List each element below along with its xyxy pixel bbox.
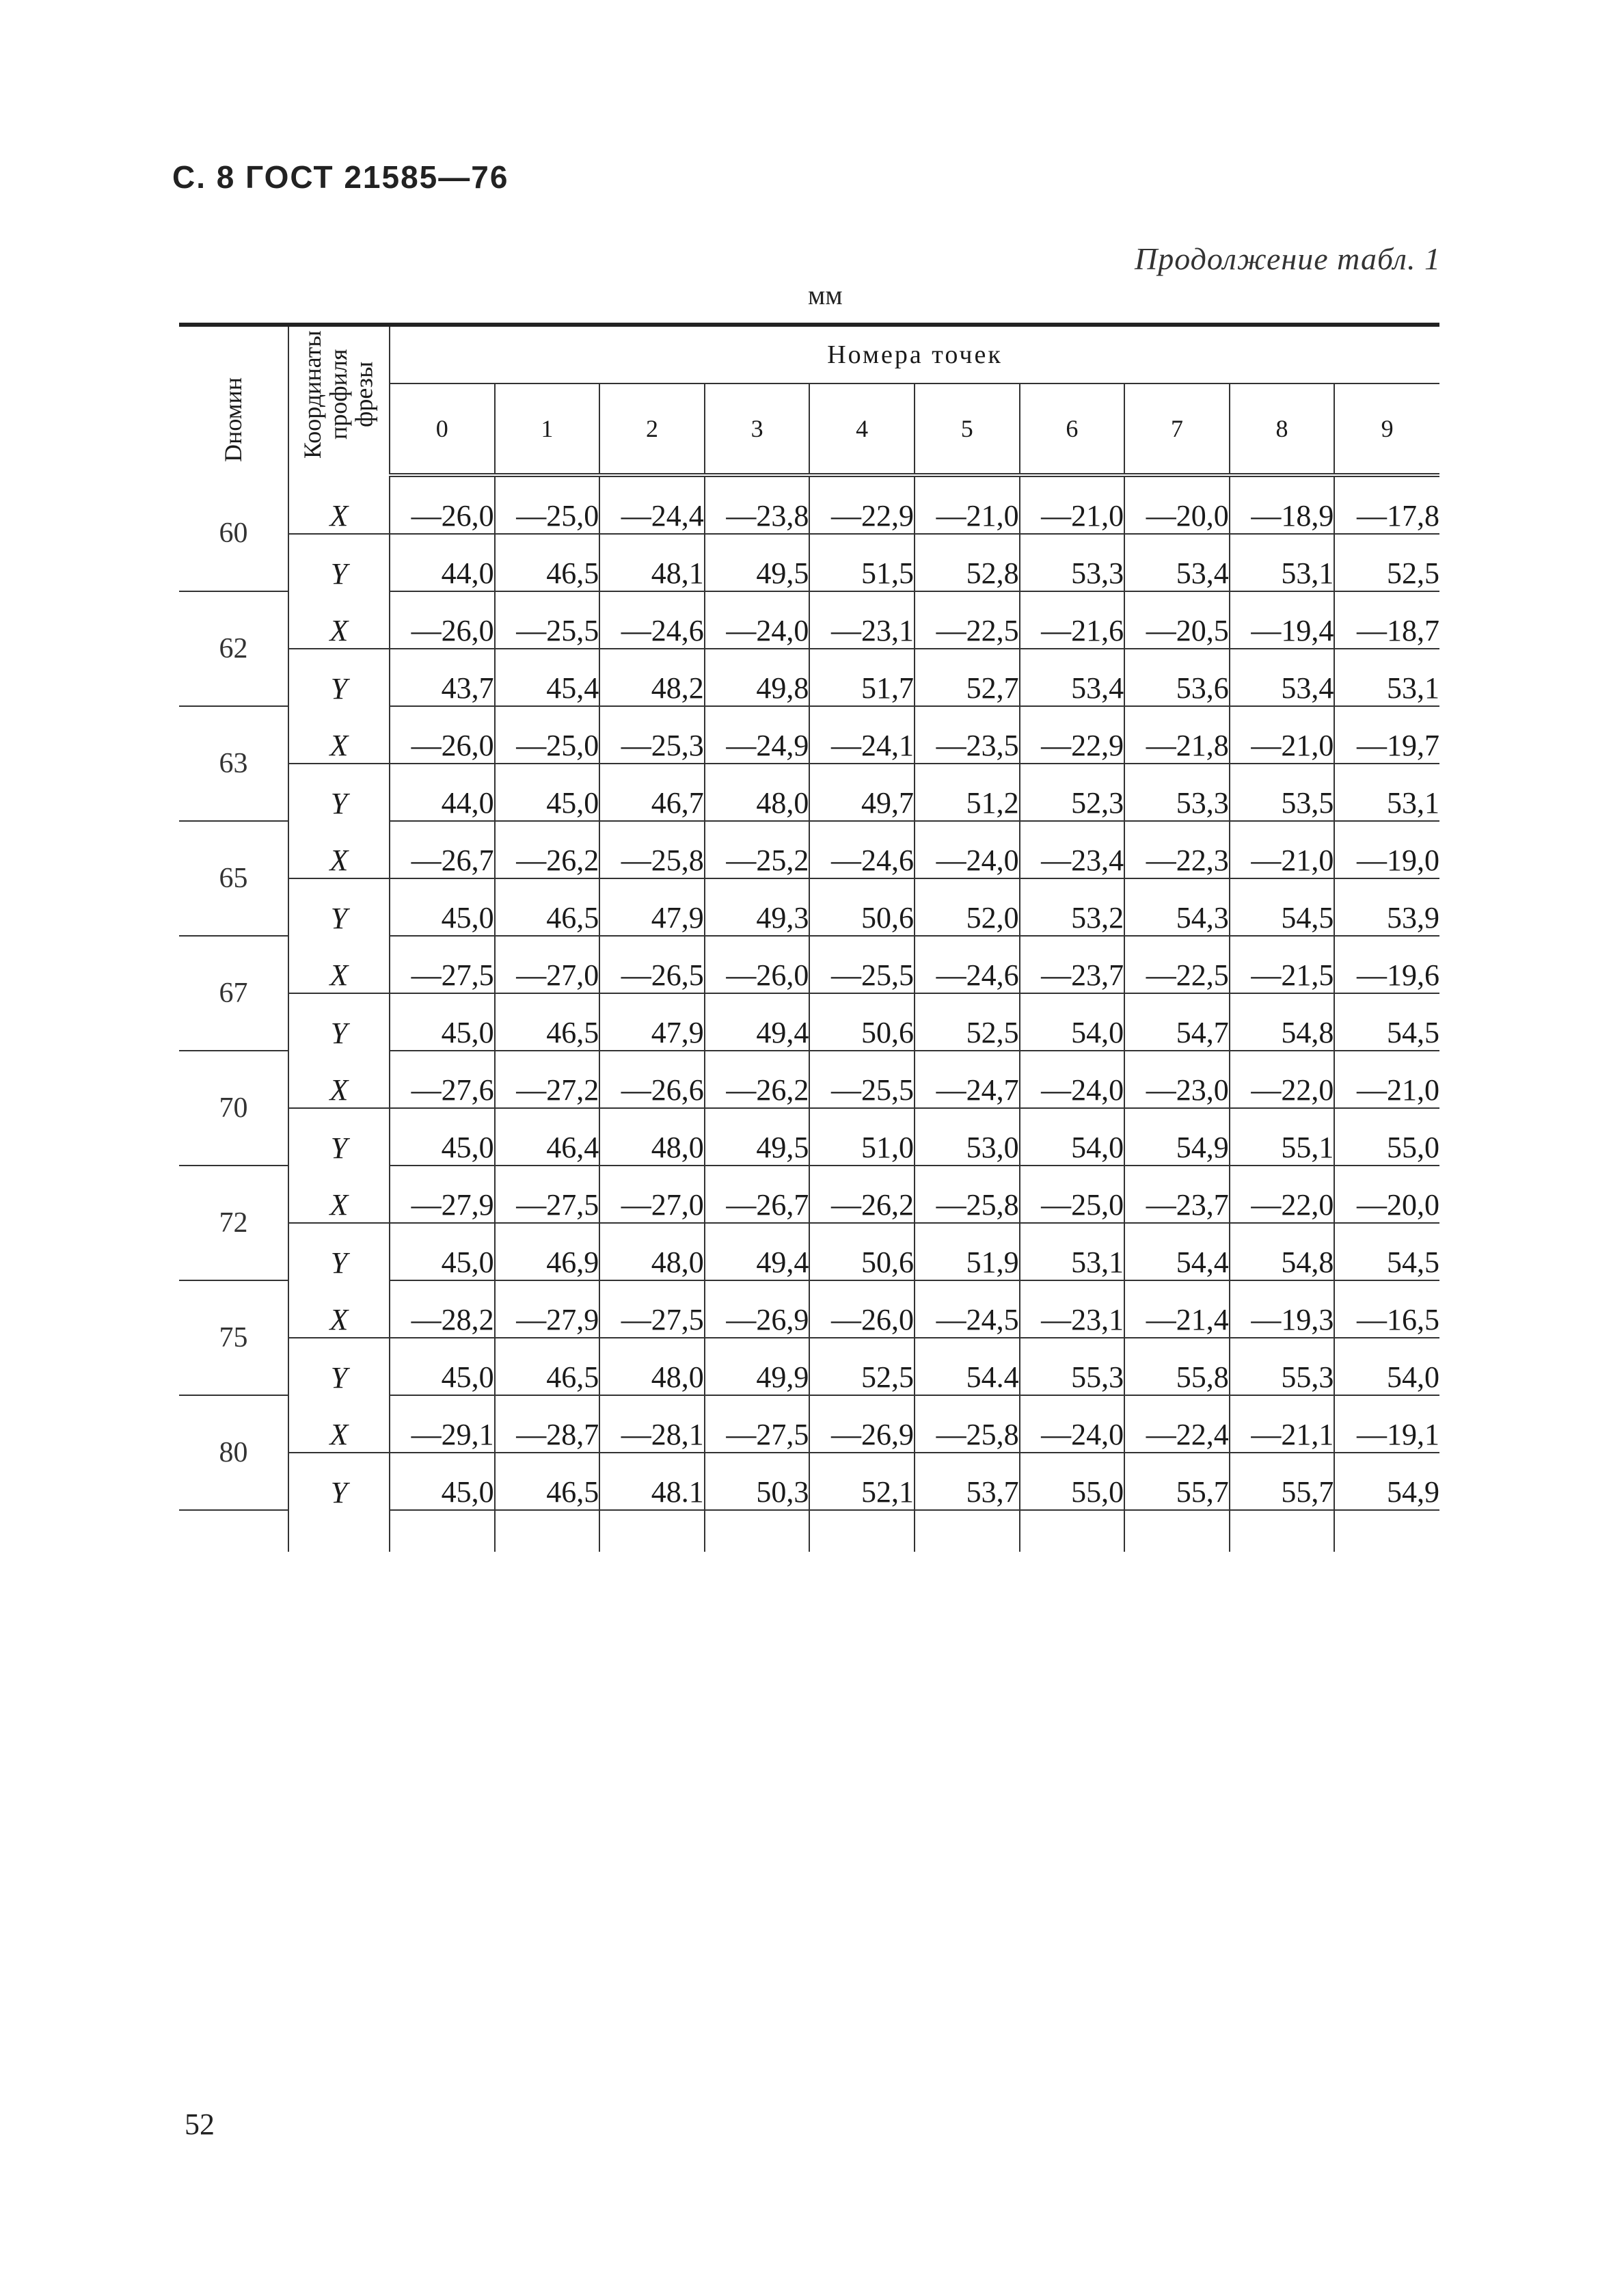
tail-cell bbox=[288, 1510, 390, 1552]
y-value-cell: 46,7 bbox=[599, 764, 705, 821]
y-value-cell: 50,6 bbox=[809, 993, 915, 1051]
table-row-y bbox=[179, 649, 1439, 706]
y-value-cell: 53,1 bbox=[1230, 534, 1335, 591]
y-value-cell: 52,5 bbox=[1334, 534, 1439, 591]
x-value-cell: —25,3 bbox=[599, 706, 705, 764]
y-value-cell: 49,4 bbox=[705, 1223, 810, 1280]
y-value-cell: 44,0 bbox=[390, 764, 495, 821]
x-value-cell: —24,0 bbox=[705, 591, 810, 649]
y-value-cell: 55,3 bbox=[1230, 1338, 1335, 1395]
y-value-cell: 54,8 bbox=[1230, 1223, 1335, 1280]
y-value-cell: 53,9 bbox=[1334, 878, 1439, 936]
x-value-cell: —16,5 bbox=[1334, 1280, 1439, 1338]
d-nominal-cell: 62 bbox=[179, 591, 288, 706]
y-value-cell: 44,0 bbox=[390, 534, 495, 591]
x-value-cell: —24,9 bbox=[705, 706, 810, 764]
y-value-cell: 51,9 bbox=[915, 1223, 1020, 1280]
x-value-cell: —19,1 bbox=[1334, 1395, 1439, 1453]
coord-x-label: X bbox=[288, 821, 390, 878]
point-number-9: 9 bbox=[1334, 383, 1439, 475]
d-nominal-cell: 70 bbox=[179, 1051, 288, 1166]
table-row-y bbox=[179, 1108, 1439, 1166]
x-value-cell: —27,6 bbox=[390, 1051, 495, 1108]
x-value-cell: —22,5 bbox=[915, 591, 1020, 649]
x-value-cell: —21,4 bbox=[1124, 1280, 1230, 1338]
y-value-cell: 46,9 bbox=[495, 1223, 600, 1280]
y-value-cell: 51,7 bbox=[809, 649, 915, 706]
x-value-cell: —28,7 bbox=[495, 1395, 600, 1453]
x-value-cell: —21,8 bbox=[1124, 706, 1230, 764]
table-row-x bbox=[179, 475, 1439, 534]
y-value-cell: 48,0 bbox=[599, 1108, 705, 1166]
y-value-cell: 52,0 bbox=[915, 878, 1020, 936]
x-value-cell: —27,0 bbox=[495, 936, 600, 993]
coord-y-label: Y bbox=[288, 878, 390, 936]
tail-cell bbox=[599, 1510, 705, 1552]
x-value-cell: —22,3 bbox=[1124, 821, 1230, 878]
y-value-cell: 51,2 bbox=[915, 764, 1020, 821]
y-value-cell: 54,3 bbox=[1124, 878, 1230, 936]
y-value-cell: 54,8 bbox=[1230, 993, 1335, 1051]
page-header: С. 8 ГОСТ 21585—76 bbox=[172, 159, 509, 195]
x-value-cell: —27,0 bbox=[599, 1166, 705, 1223]
x-value-cell: —26,5 bbox=[599, 936, 705, 993]
point-number-0: 0 bbox=[390, 383, 495, 475]
tail-cell bbox=[705, 1510, 810, 1552]
x-value-cell: —26,6 bbox=[599, 1051, 705, 1108]
y-value-cell: 45,0 bbox=[390, 878, 495, 936]
x-value-cell: —24,5 bbox=[915, 1280, 1020, 1338]
y-value-cell: 55,0 bbox=[1020, 1453, 1125, 1510]
x-value-cell: —23,4 bbox=[1020, 821, 1125, 878]
y-value-cell: 45,0 bbox=[390, 1223, 495, 1280]
y-value-cell: 45,0 bbox=[390, 1338, 495, 1395]
y-value-cell: 47,9 bbox=[599, 993, 705, 1051]
y-value-cell: 53,4 bbox=[1124, 534, 1230, 591]
y-value-cell: 55,7 bbox=[1230, 1453, 1335, 1510]
y-value-cell: 55,8 bbox=[1124, 1338, 1230, 1395]
coord-y-label: Y bbox=[288, 1338, 390, 1395]
table-row-x bbox=[179, 821, 1439, 878]
x-value-cell: —26,2 bbox=[809, 1166, 915, 1223]
coord-x-label: X bbox=[288, 1051, 390, 1108]
y-value-cell: 54,4 bbox=[1124, 1223, 1230, 1280]
x-value-cell: —27,9 bbox=[390, 1166, 495, 1223]
point-number-1: 1 bbox=[495, 383, 600, 475]
y-value-cell: 55,0 bbox=[1334, 1108, 1439, 1166]
coord-x-label: X bbox=[288, 1166, 390, 1223]
x-value-cell: —20,0 bbox=[1124, 475, 1230, 534]
tail-cell bbox=[1230, 1510, 1335, 1552]
table-row-y bbox=[179, 1338, 1439, 1395]
x-value-cell: —28,1 bbox=[599, 1395, 705, 1453]
x-value-cell: —25,2 bbox=[705, 821, 810, 878]
x-value-cell: —27,9 bbox=[495, 1280, 600, 1338]
x-value-cell: —21,1 bbox=[1230, 1395, 1335, 1453]
x-value-cell: —28,2 bbox=[390, 1280, 495, 1338]
y-value-cell: 54,7 bbox=[1124, 993, 1230, 1051]
y-value-cell: 54,5 bbox=[1334, 993, 1439, 1051]
x-value-cell: —19,7 bbox=[1334, 706, 1439, 764]
y-value-cell: 53,6 bbox=[1124, 649, 1230, 706]
y-value-cell: 55,7 bbox=[1124, 1453, 1230, 1510]
x-value-cell: —25,8 bbox=[599, 821, 705, 878]
y-value-cell: 55,3 bbox=[1020, 1338, 1125, 1395]
y-value-cell: 54,5 bbox=[1334, 1223, 1439, 1280]
coord-x-label: X bbox=[288, 936, 390, 993]
y-value-cell: 52,5 bbox=[915, 993, 1020, 1051]
y-value-cell: 46,5 bbox=[495, 1338, 600, 1395]
d-nominal-label: Dномин bbox=[219, 377, 247, 462]
y-value-cell: 54,9 bbox=[1334, 1453, 1439, 1510]
x-value-cell: —22,0 bbox=[1230, 1051, 1335, 1108]
point-number-5: 5 bbox=[915, 383, 1020, 475]
x-value-cell: —25,8 bbox=[915, 1166, 1020, 1223]
x-value-cell: —20,0 bbox=[1334, 1166, 1439, 1223]
y-value-cell: 45,4 bbox=[495, 649, 600, 706]
y-value-cell: 48,2 bbox=[599, 649, 705, 706]
x-value-cell: —26,7 bbox=[390, 821, 495, 878]
tail-cell bbox=[809, 1510, 915, 1552]
y-value-cell: 49,5 bbox=[705, 534, 810, 591]
x-value-cell: —27,5 bbox=[705, 1395, 810, 1453]
table-row-y bbox=[179, 993, 1439, 1051]
table-row-x bbox=[179, 1051, 1439, 1108]
y-value-cell: 53,1 bbox=[1334, 764, 1439, 821]
x-value-cell: —19,3 bbox=[1230, 1280, 1335, 1338]
y-value-cell: 54,9 bbox=[1124, 1108, 1230, 1166]
table-row-x bbox=[179, 1280, 1439, 1338]
y-value-cell: 45,0 bbox=[390, 1453, 495, 1510]
x-value-cell: —29,1 bbox=[390, 1395, 495, 1453]
y-value-cell: 51,5 bbox=[809, 534, 915, 591]
x-value-cell: —20,5 bbox=[1124, 591, 1230, 649]
y-value-cell: 48,1 bbox=[599, 534, 705, 591]
table-tail-row bbox=[179, 1510, 1439, 1552]
y-value-cell: 52,1 bbox=[809, 1453, 915, 1510]
x-value-cell: —22,5 bbox=[1124, 936, 1230, 993]
x-value-cell: —22,9 bbox=[809, 475, 915, 534]
coord-y-label: Y bbox=[288, 993, 390, 1051]
y-value-cell: 53,1 bbox=[1020, 1223, 1125, 1280]
y-value-cell: 54,5 bbox=[1230, 878, 1335, 936]
x-value-cell: —27,2 bbox=[495, 1051, 600, 1108]
x-value-cell: —23,1 bbox=[809, 591, 915, 649]
x-value-cell: —27,5 bbox=[390, 936, 495, 993]
d-nominal-header bbox=[179, 325, 288, 475]
y-value-cell: 52,5 bbox=[809, 1338, 915, 1395]
y-value-cell: 49,7 bbox=[809, 764, 915, 821]
table-row-x bbox=[179, 1395, 1439, 1453]
x-value-cell: —26,7 bbox=[705, 1166, 810, 1223]
x-value-cell: —21,0 bbox=[1230, 821, 1335, 878]
table-row-x bbox=[179, 936, 1439, 993]
tail-cell bbox=[390, 1510, 495, 1552]
point-number-8: 8 bbox=[1230, 383, 1335, 475]
coord-y-label: Y bbox=[288, 534, 390, 591]
y-value-cell: 53,4 bbox=[1020, 649, 1125, 706]
x-value-cell: —24,0 bbox=[915, 821, 1020, 878]
y-value-cell: 50,6 bbox=[809, 878, 915, 936]
x-value-cell: —23,8 bbox=[705, 475, 810, 534]
x-value-cell: —24,0 bbox=[1020, 1051, 1125, 1108]
y-value-cell: 46,5 bbox=[495, 534, 600, 591]
table-row-y bbox=[179, 1453, 1439, 1510]
point-number-2: 2 bbox=[599, 383, 705, 475]
d-nominal-cell: 63 bbox=[179, 706, 288, 821]
tail-cell bbox=[495, 1510, 600, 1552]
y-value-cell: 46,5 bbox=[495, 878, 600, 936]
x-value-cell: —26,2 bbox=[495, 821, 600, 878]
y-value-cell: 45,0 bbox=[390, 1108, 495, 1166]
table-body bbox=[179, 475, 1439, 1552]
point-number-6: 6 bbox=[1020, 383, 1125, 475]
tail-cell bbox=[1020, 1510, 1125, 1552]
y-value-cell: 54,0 bbox=[1020, 1108, 1125, 1166]
coord-y-label: Y bbox=[288, 764, 390, 821]
y-value-cell: 51,0 bbox=[809, 1108, 915, 1166]
x-value-cell: —25,0 bbox=[495, 706, 600, 764]
x-value-cell: —18,9 bbox=[1230, 475, 1335, 534]
y-value-cell: 49,8 bbox=[705, 649, 810, 706]
d-nominal-cell: 80 bbox=[179, 1395, 288, 1510]
x-value-cell: —21,0 bbox=[1020, 475, 1125, 534]
table-row-y bbox=[179, 1223, 1439, 1280]
y-value-cell: 53,5 bbox=[1230, 764, 1335, 821]
d-nominal-cell: 75 bbox=[179, 1280, 288, 1395]
table-row-x bbox=[179, 706, 1439, 764]
d-nominal-cell: 72 bbox=[179, 1166, 288, 1280]
d-nominal-cell: 67 bbox=[179, 936, 288, 1051]
x-value-cell: —26,0 bbox=[390, 706, 495, 764]
coord-x-label: X bbox=[288, 706, 390, 764]
y-value-cell: 47,9 bbox=[599, 878, 705, 936]
table-row-x bbox=[179, 1166, 1439, 1223]
x-value-cell: —21,5 bbox=[1230, 936, 1335, 993]
x-value-cell: —26,0 bbox=[390, 475, 495, 534]
x-value-cell: —21,6 bbox=[1020, 591, 1125, 649]
coordinate-label: Координаты профиля фрезы bbox=[299, 330, 378, 459]
y-value-cell: 43,7 bbox=[390, 649, 495, 706]
x-value-cell: —24,1 bbox=[809, 706, 915, 764]
x-value-cell: —25,0 bbox=[1020, 1166, 1125, 1223]
y-value-cell: 45,0 bbox=[495, 764, 600, 821]
x-value-cell: —24,4 bbox=[599, 475, 705, 534]
x-value-cell: —26,2 bbox=[705, 1051, 810, 1108]
y-value-cell: 53,0 bbox=[915, 1108, 1020, 1166]
coord-y-label: Y bbox=[288, 649, 390, 706]
y-value-cell: 52,8 bbox=[915, 534, 1020, 591]
y-value-cell: 52,3 bbox=[1020, 764, 1125, 821]
tail-cell bbox=[1124, 1510, 1230, 1552]
d-nominal-cell: 65 bbox=[179, 821, 288, 936]
x-value-cell: —21,0 bbox=[1230, 706, 1335, 764]
y-value-cell: 48,0 bbox=[705, 764, 810, 821]
x-value-cell: —17,8 bbox=[1334, 475, 1439, 534]
x-value-cell: —27,5 bbox=[495, 1166, 600, 1223]
point-number-4: 4 bbox=[809, 383, 915, 475]
table-row-y bbox=[179, 764, 1439, 821]
y-value-cell: 46,5 bbox=[495, 993, 600, 1051]
x-value-cell: —26,0 bbox=[705, 936, 810, 993]
x-value-cell: —24,0 bbox=[1020, 1395, 1125, 1453]
x-value-cell: —26,0 bbox=[390, 591, 495, 649]
x-value-cell: —18,7 bbox=[1334, 591, 1439, 649]
y-value-cell: 53,4 bbox=[1230, 649, 1335, 706]
x-value-cell: —25,5 bbox=[495, 591, 600, 649]
y-value-cell: 54,0 bbox=[1334, 1338, 1439, 1395]
x-value-cell: —25,8 bbox=[915, 1395, 1020, 1453]
coord-y-label: Y bbox=[288, 1453, 390, 1510]
x-value-cell: —21,0 bbox=[915, 475, 1020, 534]
y-value-cell: 49,9 bbox=[705, 1338, 810, 1395]
x-value-cell: —25,5 bbox=[809, 1051, 915, 1108]
x-value-cell: —24,6 bbox=[915, 936, 1020, 993]
x-value-cell: —23,7 bbox=[1020, 936, 1125, 993]
x-value-cell: —25,5 bbox=[809, 936, 915, 993]
y-value-cell: 53,2 bbox=[1020, 878, 1125, 936]
table-caption: Продолжение табл. 1 bbox=[1135, 241, 1441, 276]
x-value-cell: —25,0 bbox=[495, 475, 600, 534]
coord-x-label: X bbox=[288, 1395, 390, 1453]
y-value-cell: 53,7 bbox=[915, 1453, 1020, 1510]
y-value-cell: 48,0 bbox=[599, 1338, 705, 1395]
points-title: Номера точек bbox=[390, 325, 1439, 383]
tail-cell bbox=[1334, 1510, 1439, 1552]
x-value-cell: —23,1 bbox=[1020, 1280, 1125, 1338]
tail-cell bbox=[915, 1510, 1020, 1552]
coord-x-label: X bbox=[288, 475, 390, 534]
y-value-cell: 45,0 bbox=[390, 993, 495, 1051]
x-value-cell: —26,9 bbox=[809, 1395, 915, 1453]
y-value-cell: 50,3 bbox=[705, 1453, 810, 1510]
x-value-cell: —23,0 bbox=[1124, 1051, 1230, 1108]
coord-y-label: Y bbox=[288, 1108, 390, 1166]
x-value-cell: —26,0 bbox=[809, 1280, 915, 1338]
coord-x-label: X bbox=[288, 591, 390, 649]
y-value-cell: 49,3 bbox=[705, 878, 810, 936]
x-value-cell: —22,4 bbox=[1124, 1395, 1230, 1453]
coord-x-label: X bbox=[288, 1280, 390, 1338]
table-row-x bbox=[179, 591, 1439, 649]
point-number-3: 3 bbox=[705, 383, 810, 475]
x-value-cell: —23,7 bbox=[1124, 1166, 1230, 1223]
y-value-cell: 54,0 bbox=[1020, 993, 1125, 1051]
units-label: мм bbox=[808, 280, 843, 310]
table-row-y bbox=[179, 534, 1439, 591]
tail-cell bbox=[179, 1510, 288, 1552]
d-nominal-cell: 60 bbox=[179, 475, 288, 591]
point-number-7: 7 bbox=[1124, 383, 1230, 475]
x-value-cell: —27,5 bbox=[599, 1280, 705, 1338]
x-value-cell: —26,9 bbox=[705, 1280, 810, 1338]
table-row-y bbox=[179, 878, 1439, 936]
x-value-cell: —24,6 bbox=[599, 591, 705, 649]
x-value-cell: —19,6 bbox=[1334, 936, 1439, 993]
y-value-cell: 46,4 bbox=[495, 1108, 600, 1166]
y-value-cell: 48,0 bbox=[599, 1223, 705, 1280]
x-value-cell: —19,0 bbox=[1334, 821, 1439, 878]
x-value-cell: —24,7 bbox=[915, 1051, 1020, 1108]
x-value-cell: —19,4 bbox=[1230, 591, 1335, 649]
y-value-cell: 46,5 bbox=[495, 1453, 600, 1510]
y-value-cell: 53,3 bbox=[1020, 534, 1125, 591]
x-value-cell: —23,5 bbox=[915, 706, 1020, 764]
y-value-cell: 55,1 bbox=[1230, 1108, 1335, 1166]
y-value-cell: 49,5 bbox=[705, 1108, 810, 1166]
y-value-cell: 53,3 bbox=[1124, 764, 1230, 821]
y-value-cell: 50,6 bbox=[809, 1223, 915, 1280]
y-value-cell: 52,7 bbox=[915, 649, 1020, 706]
page-number: 52 bbox=[185, 2108, 215, 2141]
profile-coordinates-table bbox=[179, 323, 1439, 1552]
coord-y-label: Y bbox=[288, 1223, 390, 1280]
x-value-cell: —22,0 bbox=[1230, 1166, 1335, 1223]
x-value-cell: —24,6 bbox=[809, 821, 915, 878]
x-value-cell: —22,9 bbox=[1020, 706, 1125, 764]
y-value-cell: 49,4 bbox=[705, 993, 810, 1051]
y-value-cell: 48.1 bbox=[599, 1453, 705, 1510]
coordinate-header bbox=[288, 325, 390, 475]
x-value-cell: —21,0 bbox=[1334, 1051, 1439, 1108]
y-value-cell: 53,1 bbox=[1334, 649, 1439, 706]
y-value-cell: 54.4 bbox=[915, 1338, 1020, 1395]
